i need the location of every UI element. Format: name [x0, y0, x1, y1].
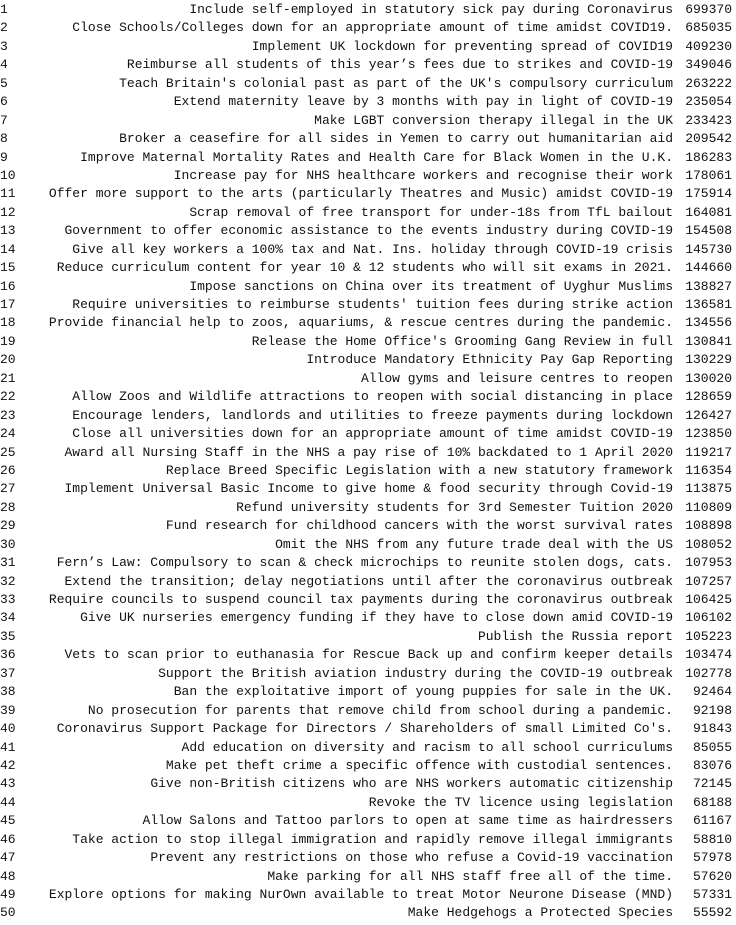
petition-title: Fund research for childhood cancers with the worst survival rates [165, 518, 673, 534]
signature-count: 107953 [685, 555, 732, 571]
signature-count: 91843 [692, 721, 732, 737]
petition-title: Award all Nursing Staff in the NHS a pay rise of 10% backdated to 1 April 2020 [64, 444, 673, 460]
signature-count: 57331 [692, 887, 732, 902]
table-row [0, 757, 736, 775]
petition-title: Prevent any restrictions on those who refuse a Covid-19 vaccination [150, 850, 673, 866]
row-index: 18 [0, 315, 16, 331]
signature-count: 138827 [685, 278, 732, 294]
table-row [0, 609, 736, 627]
petition-title: Close Schools/Colleges down for an appropriate amount of time amidst COVID19. [72, 20, 673, 36]
petition-title: Make parking for all NHS staff free all of the time. [267, 868, 673, 884]
signature-count: 119217 [685, 444, 732, 460]
table-row [0, 739, 736, 757]
table-row [0, 167, 736, 185]
signature-count: 58810 [692, 831, 732, 847]
petition-title: Allow Zoos and Wildlife attractions to reopen with social distancing in place [72, 389, 673, 405]
signature-count: 106425 [685, 592, 732, 607]
row-index: 33 [0, 592, 16, 607]
signature-count: 68188 [692, 794, 732, 810]
petition-title: Give UK nurseries emergency funding if they have to close down amid COVID-19 [80, 610, 673, 626]
row-index: 4 [0, 57, 8, 73]
petition-title: Require councils to suspend council tax payments during the coronavirus outbreak [48, 592, 673, 607]
row-index: 34 [0, 610, 16, 626]
petition-title: Ban the exploitative import of young puppies for sale in the UK. [173, 684, 673, 700]
petition-title: Vets to scan prior to euthanasia for Rescue Back up and confirm keeper details [64, 647, 673, 663]
petition-title: Require universities to reimburse students' tuition fees during strike action [72, 297, 673, 312]
signature-count: 409230 [685, 38, 732, 54]
signature-count: 136581 [685, 297, 732, 312]
signature-count: 209542 [685, 131, 732, 147]
signature-count: 130020 [685, 370, 732, 386]
row-index: 38 [0, 684, 16, 700]
row-index: 24 [0, 426, 16, 442]
petition-title: Make LGBT conversion therapy illegal in the UK [314, 112, 673, 128]
petition-title: Improve Maternal Mortality Rates and Health Care for Black Women in the U.K. [80, 149, 673, 165]
table-row [0, 296, 736, 314]
table-row [0, 444, 736, 462]
table-row [0, 868, 736, 886]
table-row [0, 536, 736, 554]
row-index: 48 [0, 868, 16, 884]
signature-count: 103474 [685, 647, 732, 663]
row-index: 7 [0, 112, 8, 128]
table-row [0, 93, 736, 111]
row-index: 10 [0, 167, 16, 183]
table-row [0, 573, 736, 591]
signature-count: 128659 [685, 389, 732, 405]
petition-title: Give non-British citizens who are NHS workers automatic citizenship [150, 776, 673, 792]
row-index: 45 [0, 813, 16, 829]
petition-title: Increase pay for NHS healthcare workers and recognise their work [173, 167, 673, 183]
table-row [0, 388, 736, 406]
signature-count: 175914 [685, 186, 732, 202]
petition-title: Explore options for making NurOwn available to treat Motor Neurone Disease (MND) [48, 887, 673, 902]
table-row [0, 38, 736, 56]
petition-title: Revoke the TV licence using legislation [368, 794, 673, 810]
table-row [0, 886, 736, 904]
table-row [0, 628, 736, 646]
petition-title: Government to offer economic assistance to the events industry during COVID-19 [64, 223, 673, 239]
petition-title: No prosecution for parents that remove child from school during a pandemic. [87, 702, 673, 718]
table-row [0, 149, 736, 167]
row-index: 31 [0, 555, 16, 571]
table-row [0, 278, 736, 296]
row-index: 9 [0, 149, 8, 165]
row-index: 13 [0, 223, 16, 239]
signature-count: 130841 [685, 333, 732, 349]
row-index: 11 [0, 186, 16, 202]
row-index: 49 [0, 887, 16, 902]
row-index: 41 [0, 739, 16, 755]
petition-title: Add education on diversity and racism to all school curriculums [181, 739, 673, 755]
petition-title: Teach Britain's colonial past as part of the UK's compulsory curriculum [119, 75, 673, 91]
table-row [0, 75, 736, 93]
table-row [0, 204, 736, 222]
table-row [0, 130, 736, 148]
row-index: 50 [0, 905, 16, 921]
row-index: 37 [0, 665, 16, 681]
signature-count: 107257 [685, 573, 732, 589]
petition-title: Implement Universal Basic Income to give home & food security through Covid-19 [64, 481, 673, 497]
table-row [0, 19, 736, 37]
signature-count: 105223 [685, 628, 732, 644]
signature-count: 108052 [685, 536, 732, 552]
row-index: 6 [0, 94, 8, 110]
signature-count: 699370 [685, 2, 732, 17]
row-index: 14 [0, 241, 16, 257]
petition-title: Give all key workers a 100% tax and Nat. Ins. holiday through COVID-19 crisis [72, 241, 673, 257]
table-row [0, 370, 736, 388]
signature-count: 263222 [685, 75, 732, 91]
row-index: 46 [0, 831, 16, 847]
signature-count: 102778 [685, 665, 732, 681]
petition-title: Close all universities down for an appropriate amount of time amidst COVID-19 [72, 426, 673, 442]
petition-title: Encourage lenders, landlords and utilities to freeze payments during lockdown [72, 407, 673, 423]
row-index: 19 [0, 333, 16, 349]
row-index: 40 [0, 721, 16, 737]
signature-count: 154508 [685, 223, 732, 239]
row-index: 43 [0, 776, 16, 792]
petition-title: Broker a ceasefire for all sides in Yemen to carry out humanitarian aid [119, 131, 673, 147]
signature-count: 72145 [692, 776, 732, 792]
row-index: 39 [0, 702, 16, 718]
table-row [0, 775, 736, 793]
signature-count: 134556 [685, 315, 732, 331]
table-row [0, 646, 736, 664]
table-row [0, 56, 736, 74]
table-row [0, 683, 736, 701]
petition-title: Publish the Russia report [477, 628, 673, 644]
table-row [0, 517, 736, 535]
row-index: 20 [0, 352, 16, 368]
signature-count: 685035 [685, 20, 732, 36]
petition-title: Implement UK lockdown for preventing spread of COVID19 [251, 38, 673, 54]
table-row [0, 591, 736, 609]
petition-title: Provide financial help to zoos, aquariums, & rescue centres during the pandemic. [48, 315, 673, 331]
petition-title: Reduce curriculum content for year 10 & 12 students who will sit exams in 2021. [56, 260, 673, 276]
row-index: 22 [0, 389, 16, 405]
table-row [0, 849, 736, 867]
row-index: 12 [0, 204, 16, 220]
petition-title: Include self-employed in statutory sick pay during Coronavirus [189, 2, 673, 17]
row-index: 5 [0, 75, 8, 91]
petition-title: Scrap removal of free transport for under-18s from TfL bailout [189, 204, 673, 220]
signature-count: 57978 [692, 850, 732, 866]
signature-count: 126427 [685, 407, 732, 423]
signature-count: 92198 [692, 702, 732, 718]
petition-title: Take action to stop illegal immigration and rapidly remove illegal immigrants [72, 831, 673, 847]
signature-count: 123850 [685, 426, 732, 442]
table-row [0, 499, 736, 517]
row-index: 27 [0, 481, 16, 497]
table-row [0, 241, 736, 259]
signature-count: 61167 [692, 813, 732, 829]
petition-title: Extend maternity leave by 3 months with pay in light of COVID-19 [173, 94, 673, 110]
signature-count: 235054 [685, 94, 732, 110]
row-index: 15 [0, 260, 16, 276]
signature-count: 233423 [685, 112, 732, 128]
signature-count: 92464 [692, 684, 732, 700]
row-index: 3 [0, 38, 8, 54]
row-index: 30 [0, 536, 16, 552]
petition-title: Refund university students for 3rd Semester Tuition 2020 [236, 499, 673, 515]
table-row [0, 665, 736, 683]
row-index: 29 [0, 518, 16, 534]
row-index: 8 [0, 131, 8, 147]
table-row [0, 314, 736, 332]
table-row [0, 462, 736, 480]
signature-count: 55592 [692, 905, 732, 921]
row-index: 2 [0, 20, 8, 36]
row-index: 26 [0, 462, 16, 478]
petition-title: Fern’s Law: Compulsory to scan & check microchips to reunite stolen dogs, cats. [56, 555, 673, 571]
table-row [0, 702, 736, 720]
row-index: 35 [0, 628, 16, 644]
table-row [0, 425, 736, 443]
signature-count: 144660 [685, 260, 732, 276]
petition-title: Offer more support to the arts (particularly Theatres and Music) amidst COVID-19 [48, 186, 673, 202]
signature-count: 116354 [685, 462, 732, 478]
table-row [0, 185, 736, 203]
petition-title: Introduce Mandatory Ethnicity Pay Gap Reporting [306, 352, 673, 368]
signature-count: 186283 [685, 149, 732, 165]
table-row [0, 794, 736, 812]
table-row [0, 480, 736, 498]
table-row [0, 831, 736, 849]
row-index: 17 [0, 297, 16, 312]
petition-title: Omit the NHS from any future trade deal with the US [275, 536, 673, 552]
petition-title: Support the British aviation industry during the COVID-19 outbreak [158, 665, 673, 681]
petition-title: Replace Breed Specific Legislation with a new statutory framework [165, 462, 673, 478]
petition-title: Impose sanctions on China over its treatment of Uyghur Muslims [189, 278, 673, 294]
petition-title: Make pet theft crime a specific offence with custodial sentences. [165, 757, 673, 773]
row-index: 25 [0, 444, 16, 460]
signature-count: 108898 [685, 518, 732, 534]
petition-title: Release the Home Office's Grooming Gang Review in full [251, 333, 673, 349]
table-row [0, 222, 736, 240]
row-index: 44 [0, 794, 16, 810]
signature-count: 83076 [692, 757, 732, 773]
row-index: 28 [0, 499, 16, 515]
signature-count: 164081 [685, 204, 732, 220]
table-row [0, 812, 736, 830]
table-row [0, 904, 736, 922]
signature-count: 106102 [685, 610, 732, 626]
row-index: 32 [0, 573, 16, 589]
petition-title: Coronavirus Support Package for Directors / Shareholders of small Limited Co's. [56, 721, 673, 737]
petition-title: Reimburse all students of this year’s fees due to strikes and COVID-19 [126, 57, 673, 73]
table-row [0, 407, 736, 425]
signature-count: 178061 [685, 167, 732, 183]
table-row [0, 259, 736, 277]
table-row [0, 112, 736, 130]
row-index: 23 [0, 407, 16, 423]
petition-title: Make Hedgehogs a Protected Species [407, 905, 673, 921]
petition-title: Allow gyms and leisure centres to reopen [360, 370, 673, 386]
table-row [0, 554, 736, 572]
table-row [0, 333, 736, 351]
signature-count: 130229 [685, 352, 732, 368]
table-row [0, 351, 736, 369]
signature-count: 349046 [685, 57, 732, 73]
console-output [0, 1, 736, 923]
row-index: 47 [0, 850, 16, 866]
row-index: 16 [0, 278, 16, 294]
petition-title: Allow Salons and Tattoo parlors to open at same time as hairdressers [142, 813, 673, 829]
petition-title: Extend the transition; delay negotiations until after the coronavirus outbreak [64, 573, 673, 589]
signature-count: 85055 [692, 739, 732, 755]
row-index: 36 [0, 647, 16, 663]
row-index: 1 [0, 2, 8, 17]
row-index: 21 [0, 370, 16, 386]
signature-count: 113875 [685, 481, 732, 497]
table-row [0, 720, 736, 738]
signature-count: 57620 [692, 868, 732, 884]
signature-count: 145730 [685, 241, 732, 257]
table-row [0, 1, 736, 19]
row-index: 42 [0, 757, 16, 773]
signature-count: 110809 [685, 499, 732, 515]
